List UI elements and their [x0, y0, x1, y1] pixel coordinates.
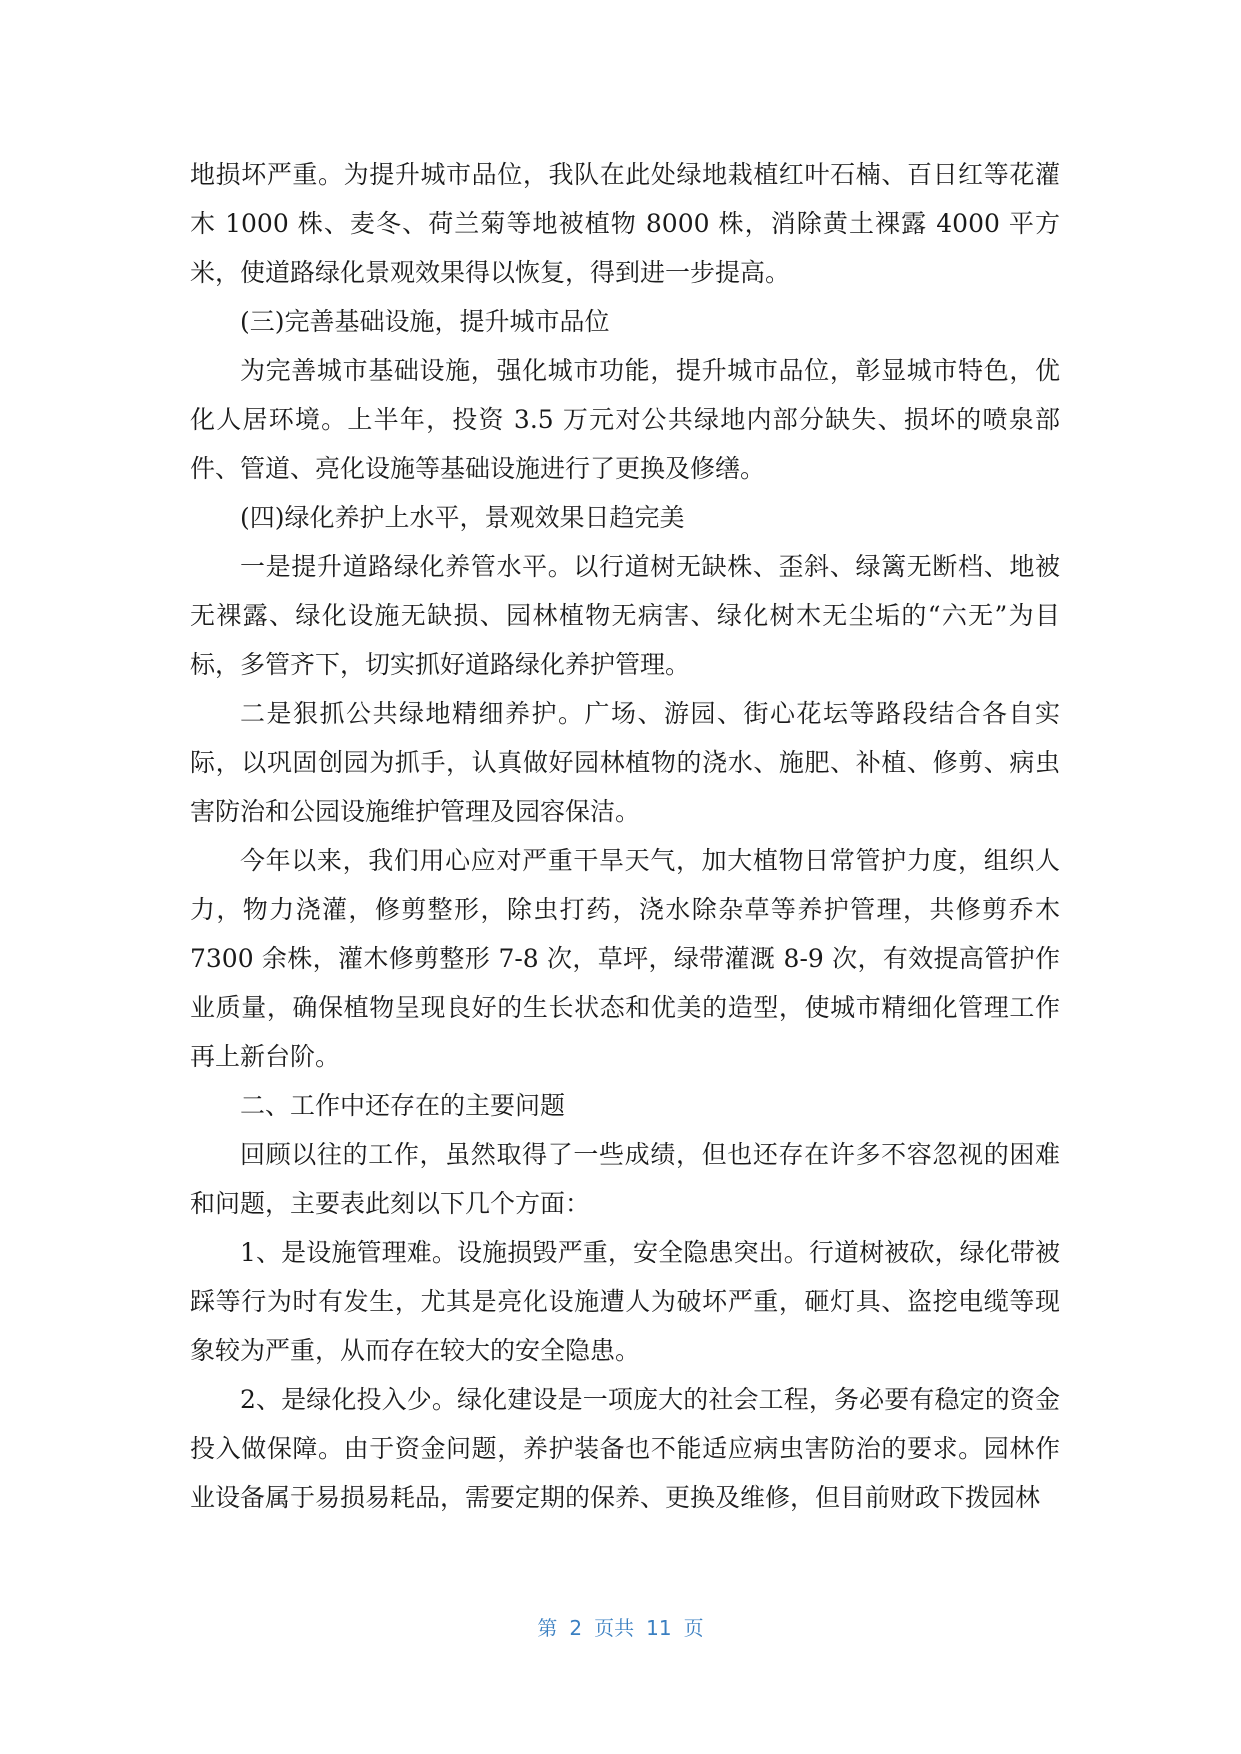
paragraph-6: 二是狠抓公共绿地精细养护。广场、游园、街心花坛等路段结合各自实际，以巩固创园为抓手，认真做好园林植物的浇水、施肥、补植、修剪、病虫害防治和公园设施维护管理及园容保洁。	[190, 699, 1060, 826]
paragraph-5: 一是提升道路绿化养管水平。以行道树无缺株、歪斜、绿篱无断档、地被无裸露、绿化设施无缺损、园林植物无病害、绿化树木无尘垢的“六无”为目标，多管齐下，切实抓好道路绿化养护管理。	[190, 552, 1060, 679]
footer-current-page: 2	[569, 1616, 583, 1640]
paragraph-10: 1、是设施管理难。设施损毁严重，安全隐患突出。行道树被砍，绿化带被踩等行为时有发生，尤其是亮化设施遭人为破坏严重，砸灯具、盗挖电缆等现象较为严重，从而存在较大的安全隐患。	[190, 1238, 1060, 1365]
footer-total-pages: 11	[646, 1616, 672, 1640]
paragraph-9: 回顾以往的工作，虽然取得了一些成绩，但也还存在许多不容忽视的困难和问题，主要表此刻以下几个方面：	[190, 1140, 1060, 1218]
document-body	[190, 150, 1060, 1522]
footer-label-page: 第	[537, 1616, 558, 1640]
paragraph-3: 为完善城市基础设施，强化城市功能，提升城市品位，彰显城市特色，优化人居环境。上半年，投资 3.5 万元对公共绿地内部分缺失、损坏的喷泉部件、管道、亮化设施等基础设施进行了更换及修缮。	[190, 356, 1060, 483]
section-heading-3: (三)完善基础设施，提升城市品位	[240, 307, 610, 336]
paragraph-7: 今年以来，我们用心应对严重干旱天气，加大植物日常管护力度，组织人力，物力浇灌，修剪整形，除虫打药，浇水除杂草等养护管理，共修剪乔木 7300 余株，灌木修剪整形 7-8 次，草坪，绿带灌溉 8-9 次，有效提高管护作业质量，确保植物呈现良好的生长状态和优美的造型，使城市精细化管理工作再上新台阶。	[190, 846, 1060, 1071]
page-footer	[0, 1612, 1241, 1641]
paragraph-11: 2、是绿化投入少。绿化建设是一项庞大的社会工程，务必要有稳定的资金投入做保障。由于资金问题，养护装备也不能适应病虫害防治的要求。园林作业设备属于易损易耗品，需要定期的保养、更换及维修，但目前财政下拨园林	[190, 1385, 1060, 1512]
footer-label-of: 页共	[594, 1616, 635, 1640]
paragraph-1: 地损坏严重。为提升城市品位，我队在此处绿地栽植红叶石楠、百日红等花灌木 1000 株、麦冬、荷兰菊等地被植物 8000 株，消除黄土裸露 4000 平方米，使道路绿化景观效果得以恢复，得到进一步提高。	[190, 160, 1060, 287]
section-heading-problems: 二、工作中还存在的主要问题	[240, 1091, 566, 1120]
footer-label-end: 页	[683, 1616, 704, 1640]
section-heading-4: (四)绿化养护上水平，景观效果日趋完美	[240, 503, 685, 532]
